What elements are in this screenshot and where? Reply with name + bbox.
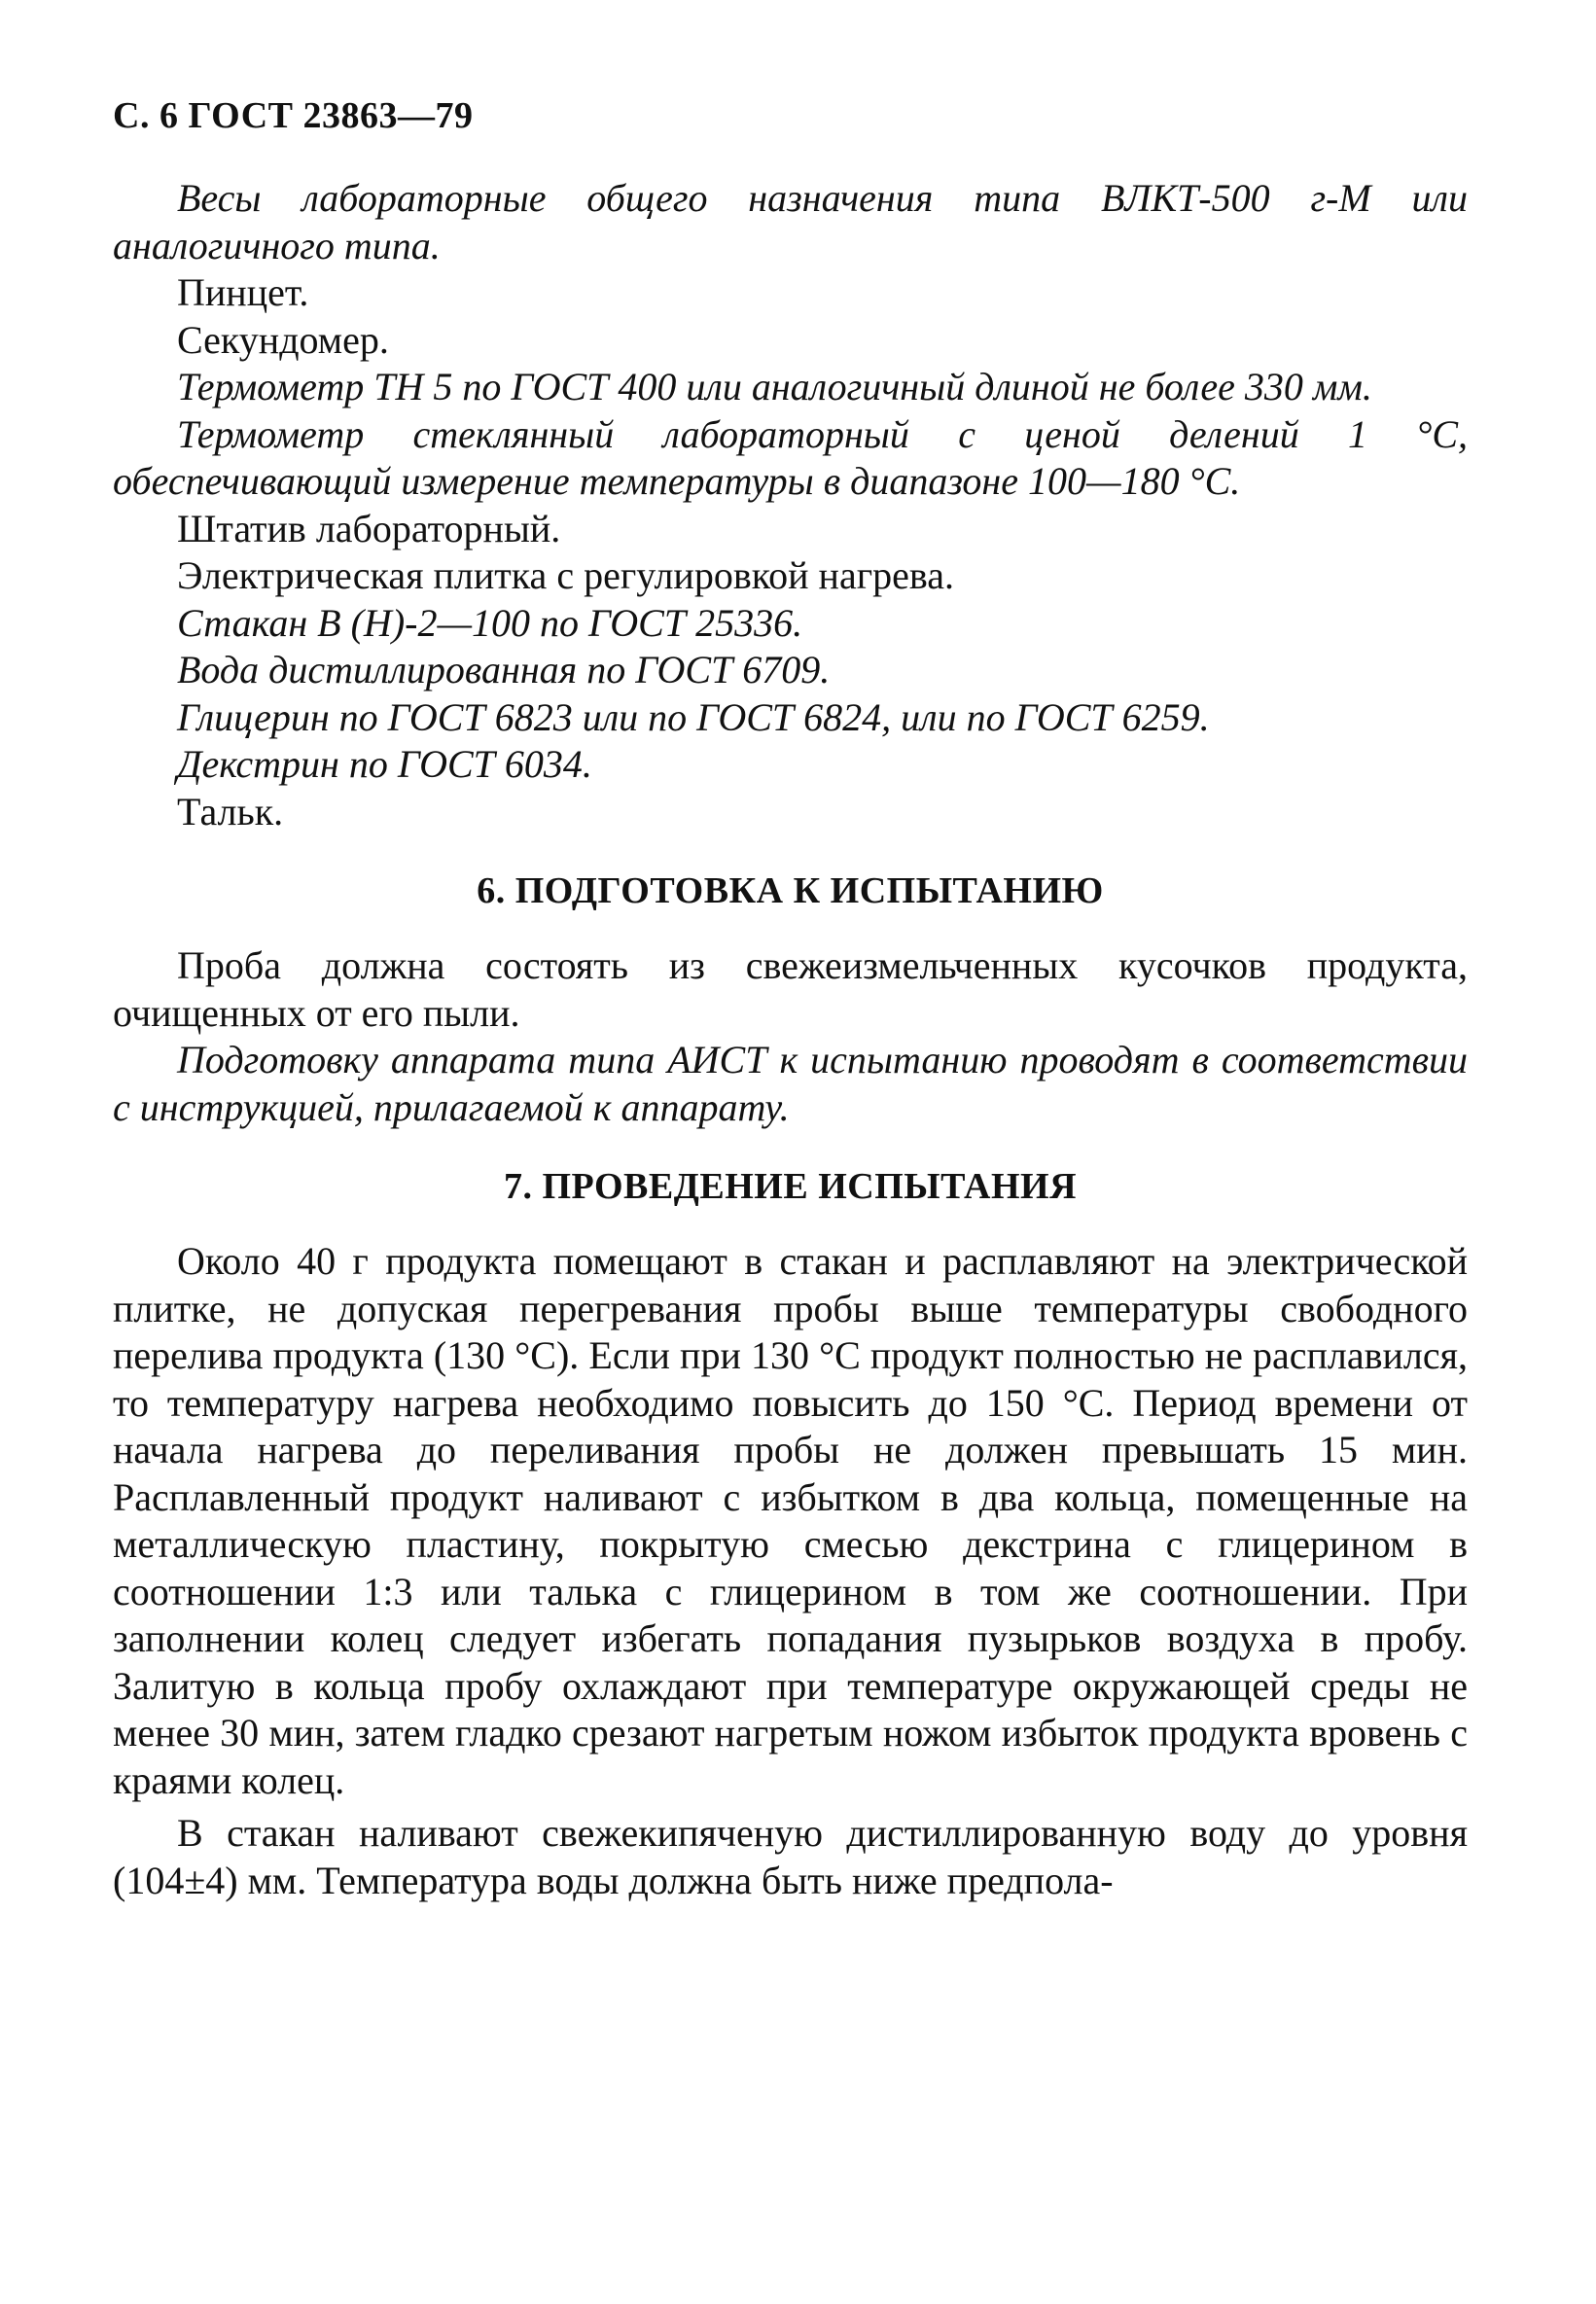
document-page [113,91,1468,1904]
section-6-paragraph-1: Проба должна состоять из свежеизмельченных кусочков продукта, очищенных от его пыли. [113,943,1468,1035]
equipment-item-stand: Штатив лабораторный. [177,506,561,550]
section-6-title: 6. ПОДГОТОВКА К ИСПЫТАНИЮ [477,870,1104,911]
page-header: С. 6 ГОСТ 23863—79 [113,95,474,136]
equipment-item-beaker: Стакан В (Н)-2—100 по ГОСТ 25336. [177,600,803,645]
equipment-item-distilled-water: Вода дистиллированная по ГОСТ 6709. [177,648,831,691]
equipment-item-glycerin: Глицерин по ГОСТ 6823 или по ГОСТ 6824, или по ГОСТ 6259. [177,694,1210,739]
section-7-paragraph-2: В стакан наливают свежекипяченую дистиллированную воду до уровня (104±4) мм. Температура воды должна быть ниже предпола- [113,1811,1468,1902]
equipment-list [113,175,1468,835]
section-7-title: 7. ПРОВЕДЕНИЕ ИСПЫТАНИЯ [503,1166,1078,1207]
section-6-paragraph-2: Подготовку аппарата типа АИСТ к испытанию проводят в соответствии с инструкцией, прилагаемой к аппарату. [113,1038,1468,1129]
equipment-item-stopwatch: Секундомер. [177,317,389,362]
equipment-item-thermometer-tn5: Термометр ТН 5 по ГОСТ 400 или аналогичный длиной не более 330 мм. [177,365,1372,408]
equipment-item-dextrin: Декстрин по ГОСТ 6034. [177,742,592,786]
section-7-paragraph-1: Около 40 г продукта помещают в стакан и расплавляют на электрической плитке, не допуская перегревания пробы выше температуры свободного перелива продукта (130 °С). Если при 130 °С продукт полностью не расплавился, то температуру нагрева необходимо повысить до 150 °С. Период времени от начала нагрева до переливания пробы не должен превышать 15 мин. Расплавленный продукт наливают с избытком в два кольца, помещенные на металлическую пластину, покрытую смесью декстрина с глицерином в соотношении 1:3 или талька с глицерином в том же соотношении. При заполнении колец следует избегать попадания пузырьков воздуха в пробу. Залитую в кольца пробу охлаждают при температуре окружающей среды не менее 30 мин, затем гладко срезают нагретым ножом избыток продукта вровень с краями колец. [113,1239,1468,1802]
equipment-item-scales: Весы лабораторные общего назначения типа ВЛКТ-500 г-М или аналогичного типа. [113,176,1468,267]
equipment-item-tweezers: Пинцет. [177,270,309,314]
equipment-item-talc: Тальк. [177,789,284,833]
equipment-item-hotplate: Электрическая плитка с регулировкой нагрева. [177,553,954,597]
equipment-item-thermometer-glass: Термометр стеклянный лабораторный с ценой делений 1 °С, обеспечивающий измерение температуры в диапазоне 100—180 °С. [113,411,1468,503]
